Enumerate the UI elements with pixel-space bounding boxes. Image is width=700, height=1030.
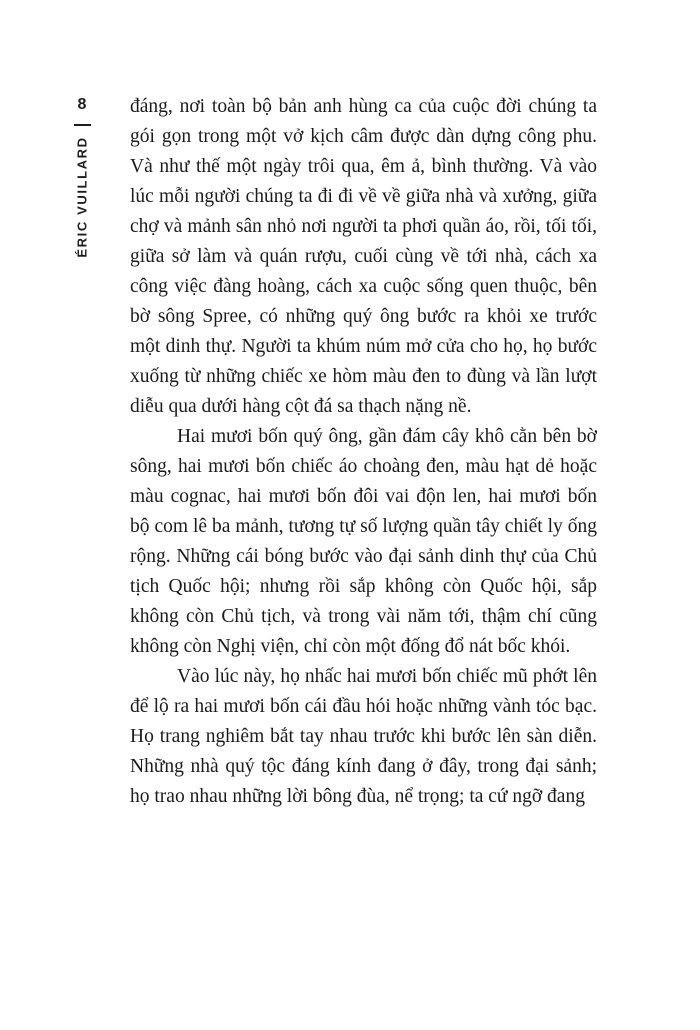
author-sidebar-vertical: ÉRIC VUILLARD	[74, 136, 90, 258]
body-text	[130, 92, 597, 812]
paragraph: Vào lúc này, họ nhấc hai mươi bốn chiếc mũ phớt lên để lộ ra hai mươi bốn cái đầu hói hoặc những vành tóc bạc. Họ trang nghiêm bắt tay nhau trước khi bước lên sàn diễn. Những nhà quý tộc đáng kính đang ở đây, trong đại sảnh; họ trao nhau những lời bông đùa, nể trọng; ta cứ ngỡ đang	[130, 666, 597, 807]
page-number: 8	[77, 96, 87, 113]
page-margin-header	[66, 97, 98, 126]
paragraph-continuation: đáng, nơi toàn bộ bản anh hùng ca của cuộc đời chúng ta gói gọn trong một vở kịch câm được dàn dựng công phu. Và như thế một ngày trôi qua, êm ả, bình thường. Và vào lúc mỗi người chúng ta đi đi về về giữa nhà và xưởng, giữa chợ và mảnh sân nhỏ nơi người ta phơi quần áo, rồi, tối tối, giữa sở làm và quán rượu, cuối cùng về tới nhà, cách xa công việc đàng hoàng, cách xa cuộc sống quen thuộc, bên bờ sông Spree, có những quý ông bước ra khỏi xe trước một dinh thự. Người ta khúm núm mở cửa cho họ, họ bước xuống từ những chiếc xe hòm màu đen to đùng và lần lượt diễu qua dưới hàng cột đá sa thạch nặng nề.	[130, 96, 597, 417]
page-number-rule	[74, 124, 91, 126]
paragraph: Hai mươi bốn quý ông, gần đám cây khô cằn bên bờ sông, hai mươi bốn chiếc áo choàng đen, màu hạt dẻ hoặc màu cognac, hai mươi bốn đôi vai độn len, hai mươi bốn bộ com lê ba mảnh, tương tự số lượng quần tây chiết ly ống rộng. Những cái bóng bước vào đại sảnh dinh thự của Chủ tịch Quốc hội; nhưng rồi sắp không còn Quốc hội, sắp không còn Chủ tịch, và trong vài năm tới, thậm chí cũng không còn Nghị viện, chỉ còn một đống đổ nát bốc khói.	[130, 426, 597, 657]
